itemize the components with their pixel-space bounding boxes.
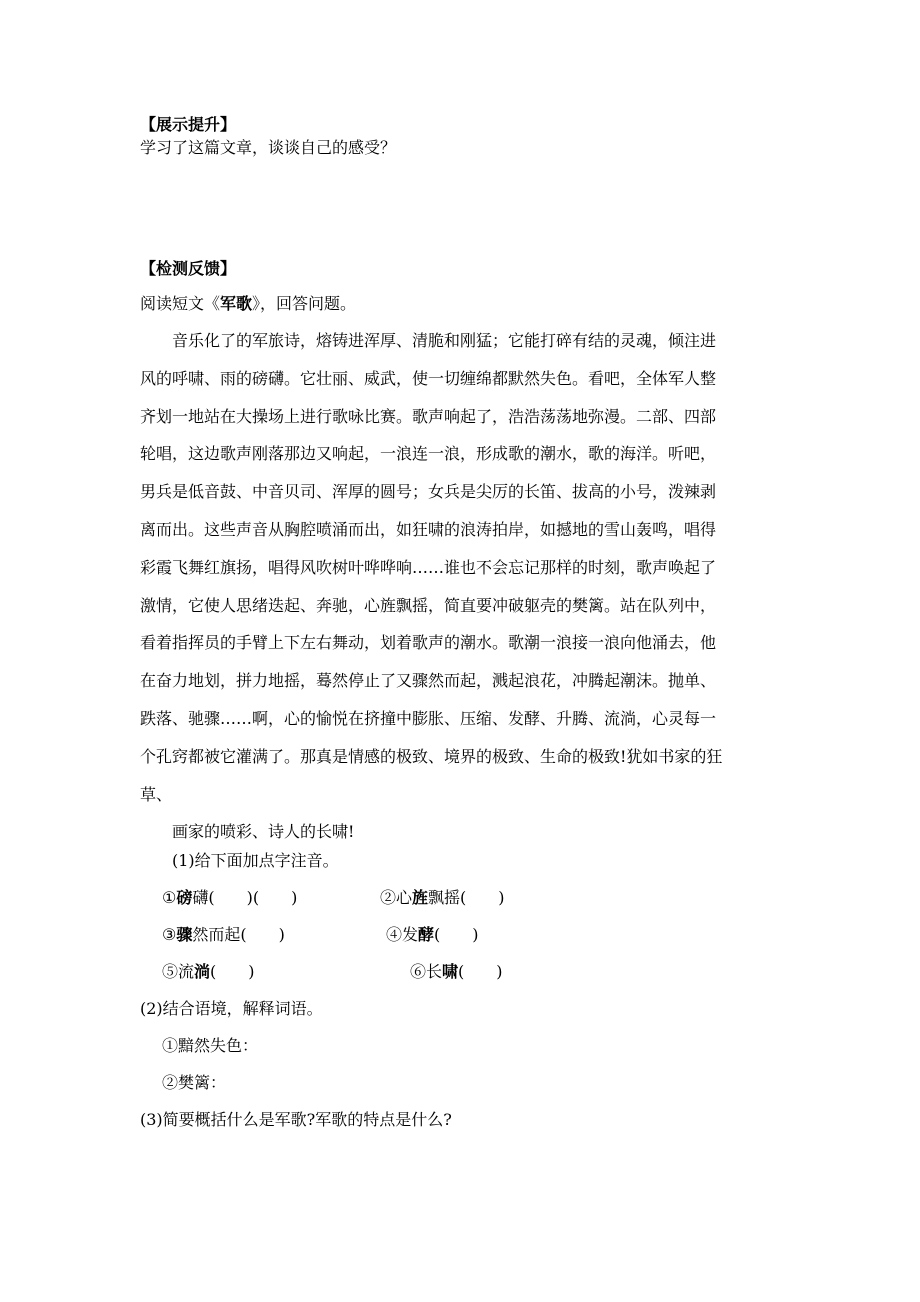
q1-item — [162, 925, 285, 945]
passage-line: 激情，它使人思绪迭起、奔驰，心旌飘摇，简直要冲破躯壳的樊篱。站在队列中， — [140, 595, 717, 615]
section-heading-feedback: 【检测反馈】 — [140, 259, 237, 278]
passage-line: 轮唱，这边歌声刚落那边又响起，一浪连一浪，形成歌的潮水，歌的海洋。听吧， — [140, 444, 717, 464]
q2-item: ①黯然失色： — [162, 1036, 259, 1055]
intro-prefix: 阅读短文《 — [140, 294, 221, 313]
q1-item — [162, 962, 255, 982]
reading-intro — [140, 294, 356, 314]
q1-item-dotted-char: 酵 — [418, 925, 435, 944]
passage-line: 跌落、驰骤……啊，心的愉悦在挤撞中膨胀、压缩、发酵、升腾、流淌，心灵每一 — [140, 708, 717, 728]
q2-title: (2)结合语境，解释词语。 — [140, 999, 323, 1018]
passage-line: 彩霞飞舞红旗扬，唱得风吹树叶哗哗响……谁也不会忘记那样的时刻，歌声唤起了 — [140, 557, 717, 577]
q1-item — [380, 888, 505, 908]
q1-item-prefix: ④发 — [386, 925, 419, 944]
passage-line: 个孔窍都被它灌满了。那真是情感的极致、境界的极致、生命的极致!犹如书家的狂 — [140, 746, 723, 766]
q1-item-dotted-char: 磅 — [176, 888, 193, 907]
passage-line: 齐划一地站在大操场上进行歌咏比赛。歌声响起了，浩浩荡荡地弥漫。二部、四部 — [140, 406, 717, 426]
q3-title: (3)简要概括什么是军歌?军歌的特点是什么? — [140, 1110, 452, 1129]
q1-item-prefix: ②心 — [380, 888, 413, 907]
q1-item-prefix: ③ — [162, 925, 177, 944]
q1-item-rest: ( ) — [458, 962, 503, 981]
q1-title: (1)给下面加点字注音。 — [172, 851, 339, 870]
q1-item — [410, 962, 503, 982]
passage-line: 音乐化了的军旅诗，熔铸进浑厚、清脆和刚猛；它能打碎有结的灵魂，倾注进 — [172, 331, 717, 350]
q2-item: ②樊篱： — [162, 1073, 227, 1092]
q1-item-dotted-char: 淌 — [194, 962, 211, 981]
q1-item-prefix: ① — [162, 888, 177, 907]
passage-line: 男兵是低音鼓、中音贝司、浑厚的圆号；女兵是尖厉的长笛、拔高的小号，泼辣剥 — [140, 482, 717, 502]
passage-line: 画家的喷彩、诗人的长啸! — [172, 822, 355, 842]
passage-line: 看着指挥员的手臂上下左右舞动，划着歌声的潮水。歌潮一浪接一浪向他涌去，他 — [140, 633, 717, 653]
q1-item-rest: ( ) — [434, 925, 479, 944]
q1-item-rest: 飘摇( ) — [428, 888, 505, 907]
q1-item-dotted-char: 旌 — [412, 888, 429, 907]
passage — [140, 322, 740, 851]
q1-item-rest: ( ) — [210, 962, 255, 981]
q1-item-prefix: ⑥长 — [410, 962, 443, 981]
passage-line: 风的呼啸、雨的磅礴。它壮丽、威武，使一切缠绵都默然失色。看吧，全体军人整 — [140, 368, 717, 388]
q1-item-dotted-char: 啸 — [442, 962, 459, 981]
q1-item-dotted-char: 骤 — [176, 925, 193, 944]
passage-line: 离而出。这些声音从胸腔喷涌而出，如狂啸的浪涛拍岸，如撼地的雪山轰鸣，唱得 — [140, 519, 717, 539]
q1-item-rest: 然而起( ) — [192, 925, 285, 944]
section-heading-display: 【展示提升】 — [140, 115, 237, 134]
reflection-question: 学习了这篇文章，谈谈自己的感受？ — [140, 138, 397, 157]
q1-item-rest: 礴( )( ) — [192, 888, 298, 907]
intro-title: 军歌 — [220, 294, 253, 313]
intro-suffix: 》，回答问题。 — [252, 294, 357, 313]
passage-line: 在奋力地划，拼力地摇，蓦然停止了又骤然而起，溅起浪花，冲腾起潮沫。抛单、 — [140, 671, 717, 691]
q1-item — [162, 888, 297, 908]
passage-line: 草、 — [140, 784, 173, 804]
q1-item-prefix: ⑤流 — [162, 962, 195, 981]
q1-item — [386, 925, 479, 945]
